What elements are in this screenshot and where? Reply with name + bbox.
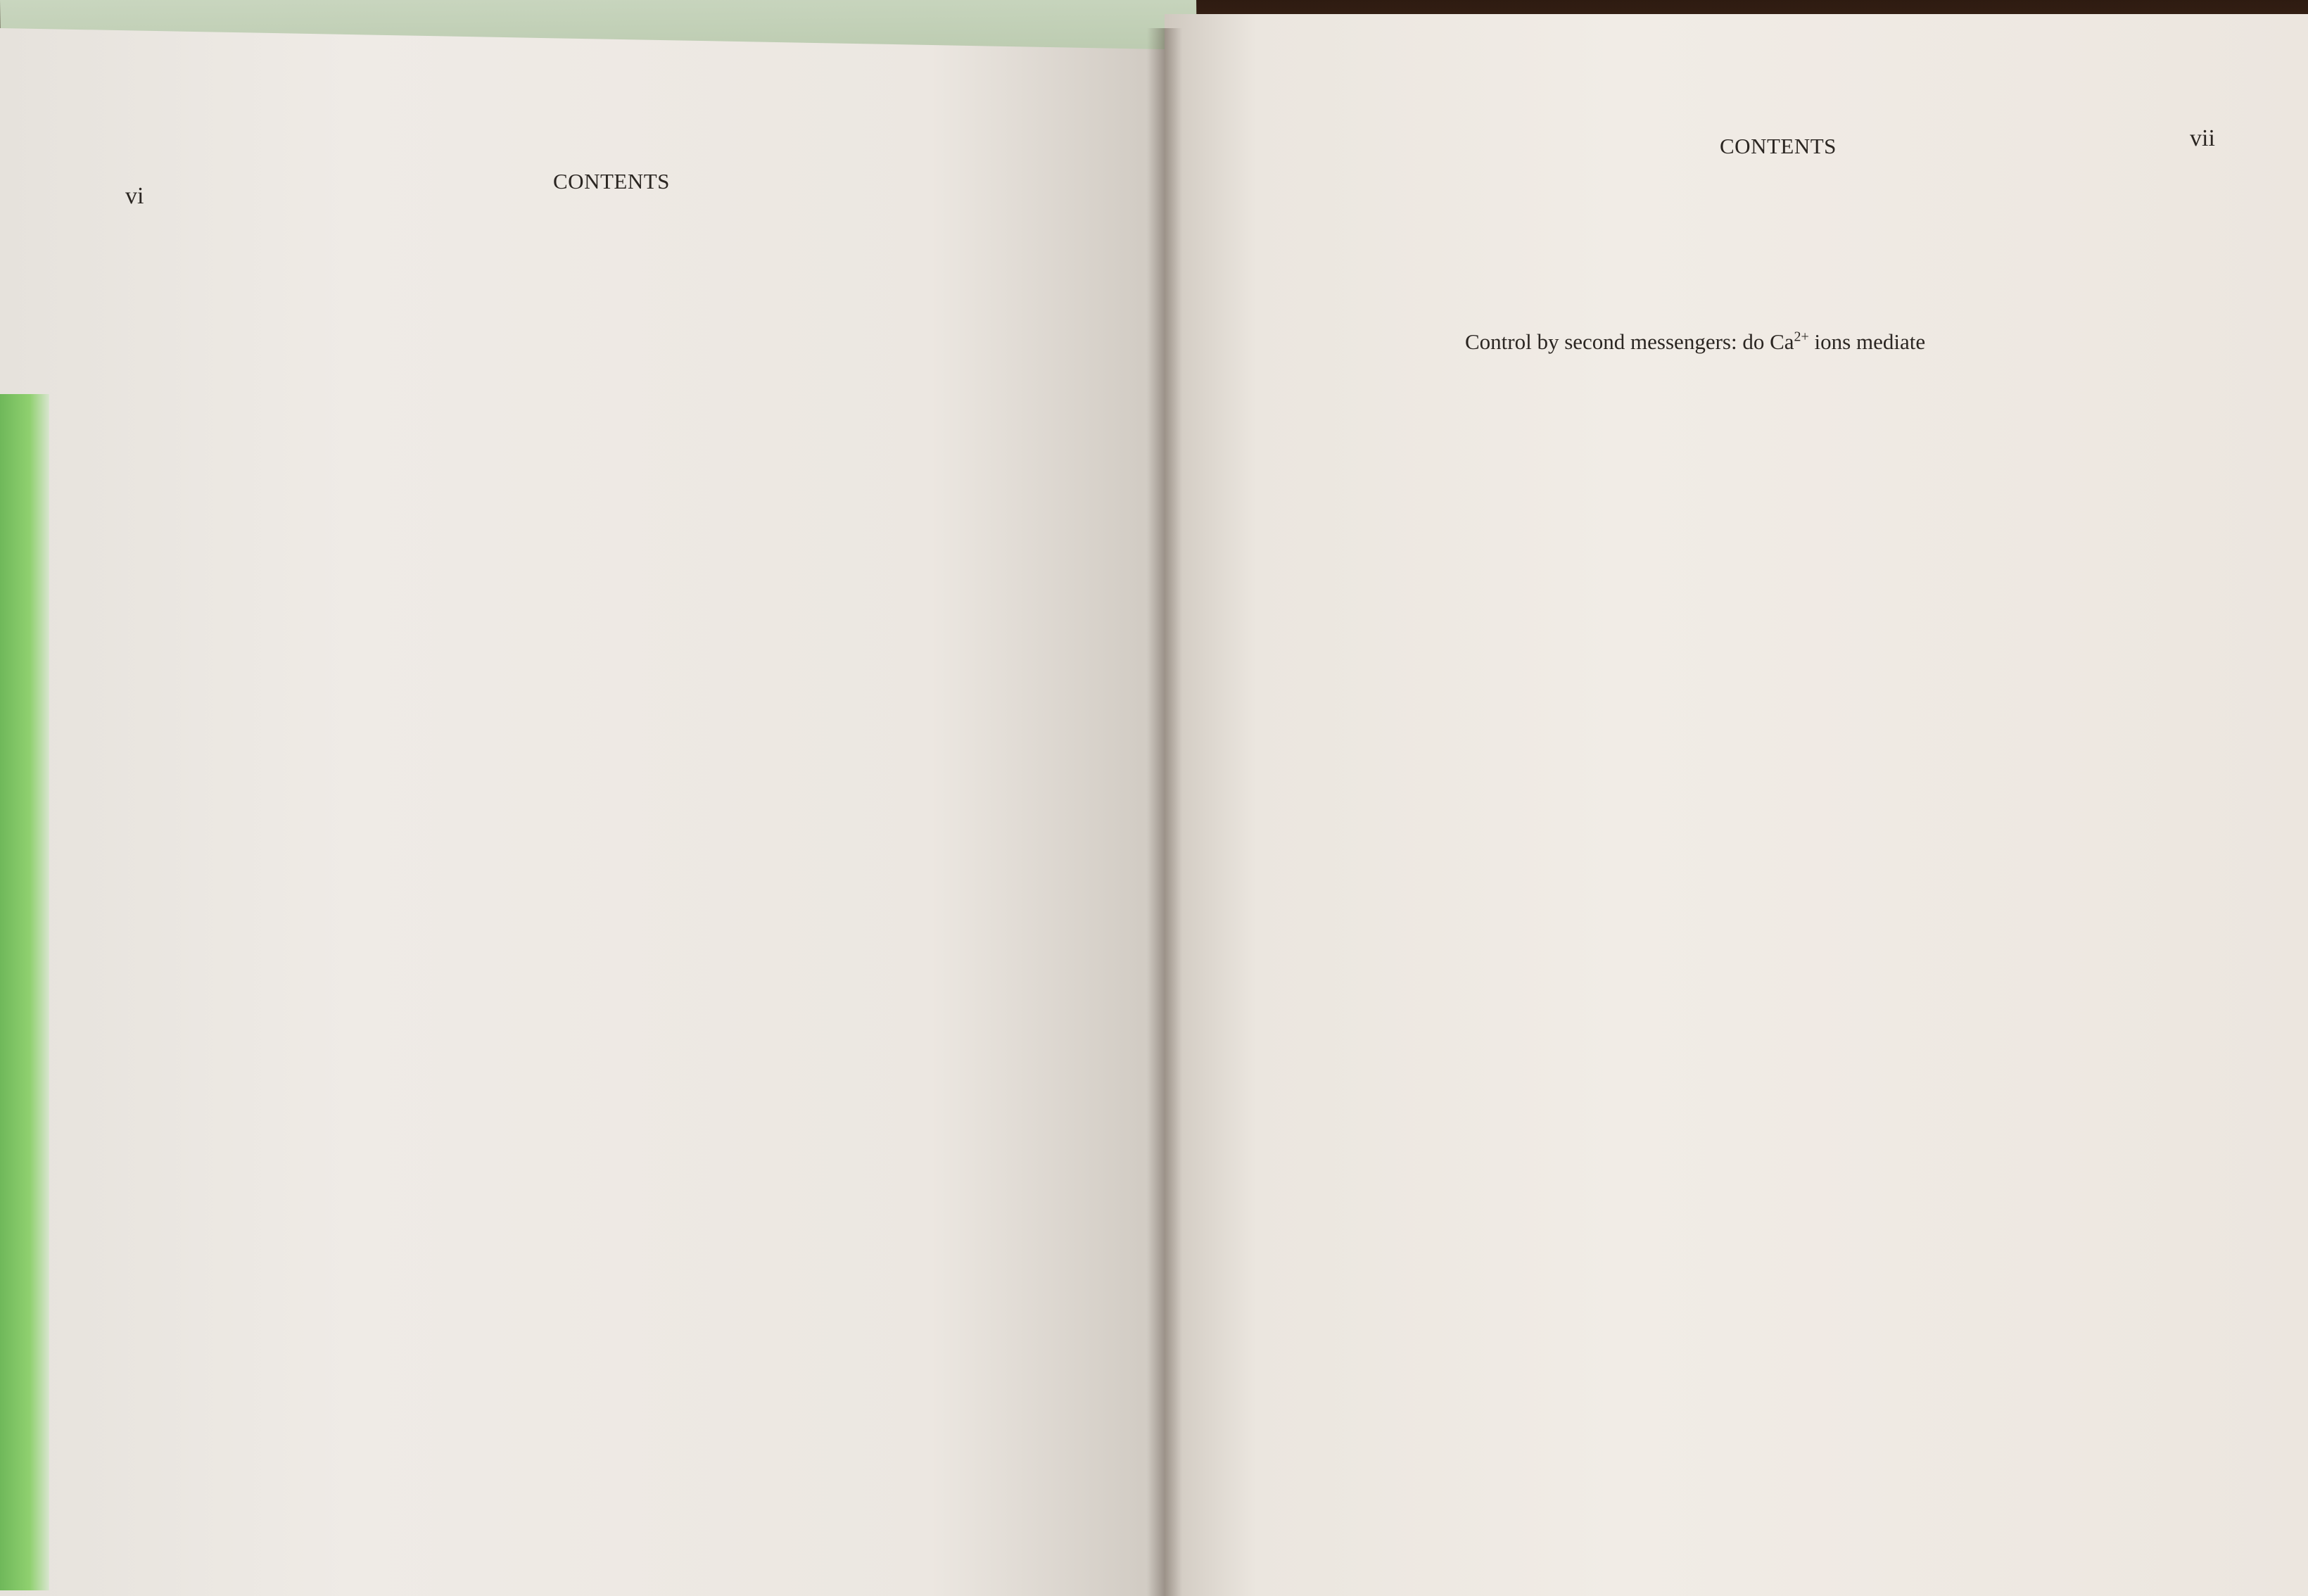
book-gutter (1147, 28, 1182, 1596)
left-folio: vi (125, 183, 144, 209)
left-running-head: CONTENTS (553, 169, 670, 194)
left-page (0, 28, 1165, 1596)
right-folio: vii (2190, 125, 2215, 151)
right-running-head: CONTENTS (1720, 134, 1837, 158)
superscript-charge: 2+ (1794, 329, 1809, 345)
cover-green-edge (0, 394, 49, 1590)
toc-entry-text: ions mediate (1808, 329, 1926, 354)
toc-entry-title (1465, 331, 1925, 353)
right-page (1165, 14, 2308, 1596)
toc-entry-text: Control by second messengers: do Ca (1465, 329, 1794, 354)
